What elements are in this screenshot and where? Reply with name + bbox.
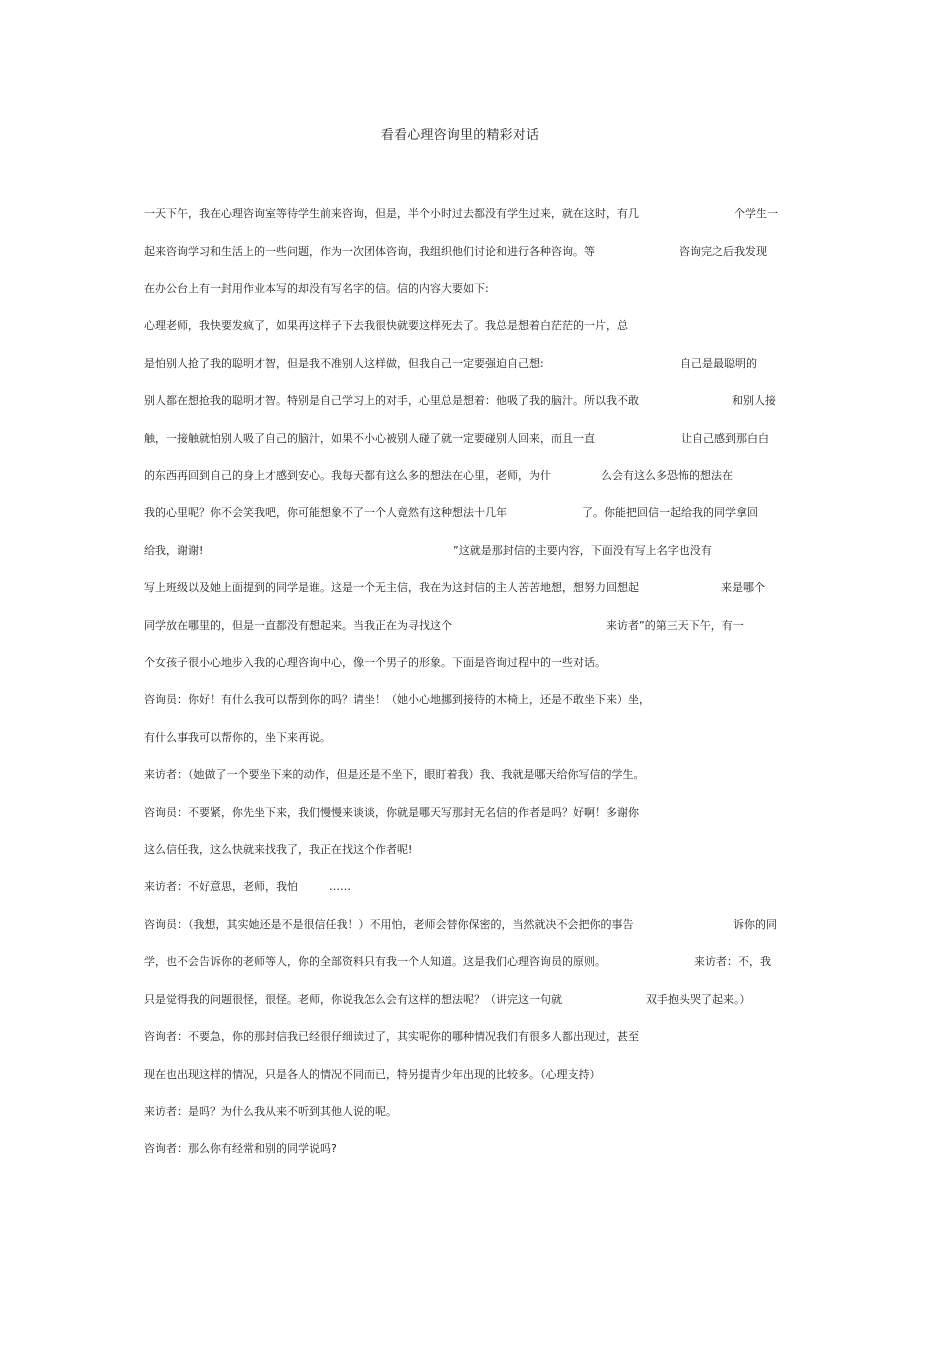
text-line: [144, 280, 794, 298]
line-text: 来访者：不好意思，老师，我怕: [144, 880, 298, 893]
line-text: 写上班级以及她上面提到的同学是谁。这是一个无主信，我在为这封信的主人苦苦地想，想努力回想起: [144, 581, 639, 594]
document-title: 看看心理咨询里的精彩对话: [380, 128, 540, 143]
text-line: [144, 317, 794, 335]
text-line: [144, 878, 794, 896]
line-text: 现在也出现这样的情况，只是各人的情况不同而已，特另提青少年出现的比较多。（心理支持）: [144, 1068, 601, 1081]
line-text-continued: 让自己感到那白白: [681, 432, 769, 445]
line-text: 给我，谢谢!: [144, 544, 204, 557]
line-text-continued: ……: [329, 880, 351, 893]
text-line: [144, 991, 794, 1009]
line-text: 在办公台上有一封用作业本写的却没有写名字的信。信的内容大要如下:: [144, 282, 489, 295]
text-line: [144, 355, 794, 373]
text-line: [144, 1140, 794, 1158]
line-text-continued: 诉你的同: [733, 918, 777, 931]
line-text: 咨询员：不要紧，你先坐下来，我们慢慢来谈谈，你就是哪天写那封无名信的作者是吗？好啊！多谢你: [144, 806, 639, 819]
text-line: [144, 841, 794, 859]
text-line: [144, 504, 794, 522]
text-line: [144, 205, 794, 223]
line-text: 咨询员：（我想，其实她还是不是很信任我！）不用怕，老师会替你保密的，当然就决不会把你的事告: [144, 918, 634, 931]
text-line: [144, 729, 794, 747]
line-text-continued: 来访者”的第三天下午，有一: [606, 619, 744, 632]
line-text-continued: 咨询完之后我发现: [679, 245, 767, 258]
text-line: [144, 1066, 794, 1084]
line-text: 一天下午，我在心理咨询室等待学生前来咨询，但是，半个小时过去都没有学生过来，就在这时，有几: [144, 207, 639, 220]
line-text: 起来咨询学习和生活上的一些问题，作为一次团体咨询，我组织他们讨论和进行各种咨询。等: [144, 245, 595, 258]
line-text: 咨询者：不要急，你的那封信我已经很仔细读过了，其实呢你的哪种情况我们有很多人都出现过，甚至: [144, 1030, 639, 1043]
line-text-continued: 了。你能把回信一起给我的同学拿回: [582, 506, 758, 519]
line-text: 这么信任我，这么快就来找我了，我正在找这个作者呢!: [144, 843, 413, 856]
text-line: [144, 430, 794, 448]
line-text-continued: 个学生一: [734, 207, 778, 220]
line-text: 来访者：是吗？为什么我从来不听到其他人说的呢。: [144, 1105, 397, 1118]
text-line: [144, 1103, 794, 1121]
text-line: [144, 542, 794, 560]
line-text: 个女孩子很小心地步入我的心理咨询中心，像一个男子的形象。下面是咨询过程中的一些对话。: [144, 656, 606, 669]
line-text: 别人都在想抢我的聪明才智。特别是自己学习上的对手，心里总是想着：他吸了我的脑汁。所以我不敢: [144, 394, 639, 407]
line-text: 只是觉得我的问题很怪，很怪。老师，你说我怎么会有这样的想法呢？（讲完这一句就: [144, 993, 562, 1006]
line-text: 心理老师，我快要发疯了，如果再这样子下去我很快就要这样死去了。我总是想着白茫茫的一片，总: [144, 319, 628, 332]
text-line: [144, 1028, 794, 1046]
line-text-continued: 双手抱头哭了起来。）: [646, 993, 751, 1006]
line-text: 触，一接触就怕别人吸了自己的脑汁，如果不小心被别人碰了就一定要碰别人回来，而且一直: [144, 432, 595, 445]
line-text-continued: 和别人接: [732, 394, 776, 407]
line-text-continued: 来访者：不，我: [694, 955, 771, 968]
line-text: 是怕别人抢了我的聪明才智，但是我不准别人这样做，但我自己一定要强迫自己想:: [144, 357, 544, 370]
text-line: [144, 392, 794, 410]
line-text-continued: 么会有这么多恐怖的想法在: [601, 469, 733, 482]
line-text-continued: 自己是最聪明的: [680, 357, 757, 370]
text-line: [144, 243, 794, 261]
line-text: 有什么事我可以帮你的，坐下来再说。: [144, 731, 331, 744]
line-text: 咨询员：你好！有什么我可以帮到你的吗？请坐！（她小心地挪到接待的木椅上，还是不敢坐下来）坐，: [144, 693, 650, 706]
text-line: [144, 579, 794, 597]
text-line: [144, 654, 794, 672]
text-line: [144, 766, 794, 784]
line-text: 学，也不会告诉你的老师等人，你的全部资料只有我一个人知道。这是我们心理咨询员的原则。: [144, 955, 606, 968]
text-line: [144, 953, 794, 971]
text-line: [144, 804, 794, 822]
line-text: 我的心里呢？你不会笑我吧，你可能想象不了一个人竟然有这种想法十几年: [144, 506, 507, 519]
text-line: [144, 691, 794, 709]
line-text: 来访者：（她做了一个要坐下来的动作，但是还是不坐下，眼盯着我）我、我就是哪天给你写信的学生。: [144, 768, 645, 781]
line-text-continued: 来是哪个: [721, 581, 765, 594]
line-text: 同学放在哪里的，但是一直都没有想起来。当我正在为寻找这个: [144, 619, 452, 632]
line-text-continued: ”这就是那封信的主要内容，下面没有写上名字也没有: [453, 544, 712, 557]
line-text: 咨询者：那么你有经常和别的同学说吗?: [144, 1142, 337, 1155]
text-line: [144, 467, 794, 485]
text-line: [144, 617, 794, 635]
line-text: 的东西再回到自己的身上才感到安心。我每天都有这么多的想法在心里，老师，为什: [144, 469, 551, 482]
text-line: [144, 916, 794, 934]
